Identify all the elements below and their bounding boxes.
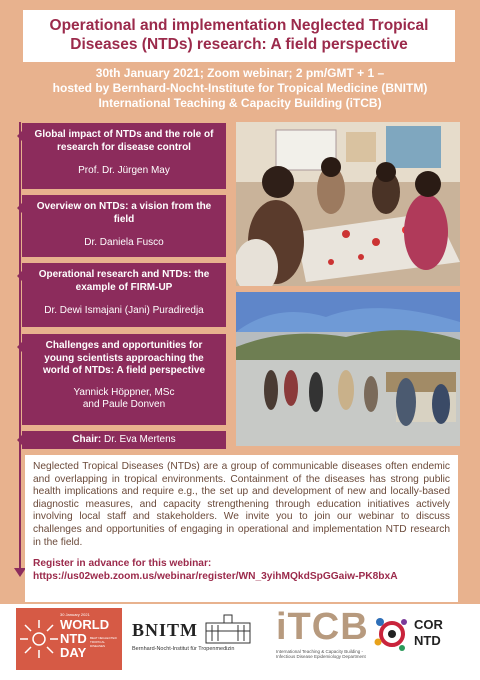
talk-3 — [22, 263, 226, 327]
talk-1-speaker: Prof. Dr. Jürgen May — [78, 165, 170, 176]
talk-3-speaker: Dr. Dewi Ismajani (Jani) Puradiredja — [44, 305, 204, 316]
ntd-text: NTD — [414, 633, 441, 648]
poster-title: Operational and implementation Neglected Tropical Diseases (NTDs) research: A field perspective — [49, 17, 429, 53]
itcb-sub-line2: Infectious Disease Epidemiology Department — [276, 654, 366, 659]
event-host-line: hosted by Bernhard-Nocht-Institute for Tropical Medicine (BNITM) — [52, 81, 428, 95]
workshop-photo — [236, 122, 460, 286]
cor-text: COR — [414, 617, 443, 632]
poster-title-box — [23, 10, 455, 62]
world-ntd-date: 30 January 2021 — [60, 612, 90, 617]
talk-4-title: Challenges and opportunities for young scientists approaching the world of NTDs: A field perspective — [42, 340, 206, 376]
talk-1-title: Global impact of NTDs and the role of research for disease control — [34, 129, 214, 153]
world-ntd-tag: BEAT NEGLECTED TROPICAL DISEASES — [90, 636, 117, 648]
register-link[interactable]: https://us02web.zoom.us/webinar/register/WN_3yihMQkdSpGGaiw-PK8bxA — [33, 571, 398, 583]
talk-3-title: Operational research and NTDs: the example of FIRM-UP — [38, 269, 210, 293]
talk-4 — [22, 334, 226, 425]
talk-1 — [22, 123, 226, 189]
talk-2 — [22, 195, 226, 257]
world-ntd-line2: NTD — [60, 631, 87, 646]
itcb-logo: iTCB — [276, 606, 369, 648]
register-section — [33, 557, 450, 583]
talk-4-speaker-2: and Paule Donven — [82, 399, 166, 410]
event-date-line: 30th January 2021; Zoom webinar; 2 pm/GMT + 1 – — [95, 66, 385, 80]
talk-2-title: Overview on NTDs: a vision from the field — [36, 201, 212, 225]
bnitm-subtitle: Bernhard-Nocht-Institut für Tropenmedizin — [132, 646, 235, 652]
chair-box — [22, 431, 226, 449]
register-label: Register in advance for this webinar: — [33, 558, 212, 570]
description-box — [25, 455, 458, 602]
description-text: Neglected Tropical Diseases (NTDs) are a group of communicable diseases often endemic and overlapping in tropical environments. Containment of the diseases has strong public health implications and require e.g., the set up and development of new and locally-based diagnostic measures, and capacity strengthening through education initiatives actively involving local staff and stakeholders. We invite you to join our webinar to discuss challenges and opportunities of engaging in operational and implementation NTD research in the field. — [33, 461, 450, 548]
sunburst-icon — [18, 608, 60, 670]
field-photo — [236, 292, 460, 446]
itcb-subtitle — [276, 649, 366, 659]
event-details — [20, 66, 460, 111]
talk-4-speaker-1: Yannick Höppner, MSc — [73, 386, 175, 398]
chair-name: Dr. Eva Mertens — [103, 434, 176, 445]
world-ntd-day-logo — [16, 608, 122, 670]
itcb-sub-line1: International Teaching & Capacity Building - — [276, 649, 363, 654]
chair-label: Chair: — [72, 434, 102, 445]
world-ntd-line3: DAY — [60, 645, 87, 660]
world-ntd-line1: WORLD — [60, 617, 110, 632]
event-dept-line: International Teaching & Capacity Building (iTCB) — [98, 96, 382, 110]
building-icon — [202, 613, 254, 645]
cor-ntd-emblem-icon — [372, 614, 412, 654]
cor-ntd-logo — [414, 617, 443, 649]
bnitm-logo: BNITM — [132, 620, 199, 640]
talk-2-speaker: Dr. Daniela Fusco — [84, 237, 164, 248]
